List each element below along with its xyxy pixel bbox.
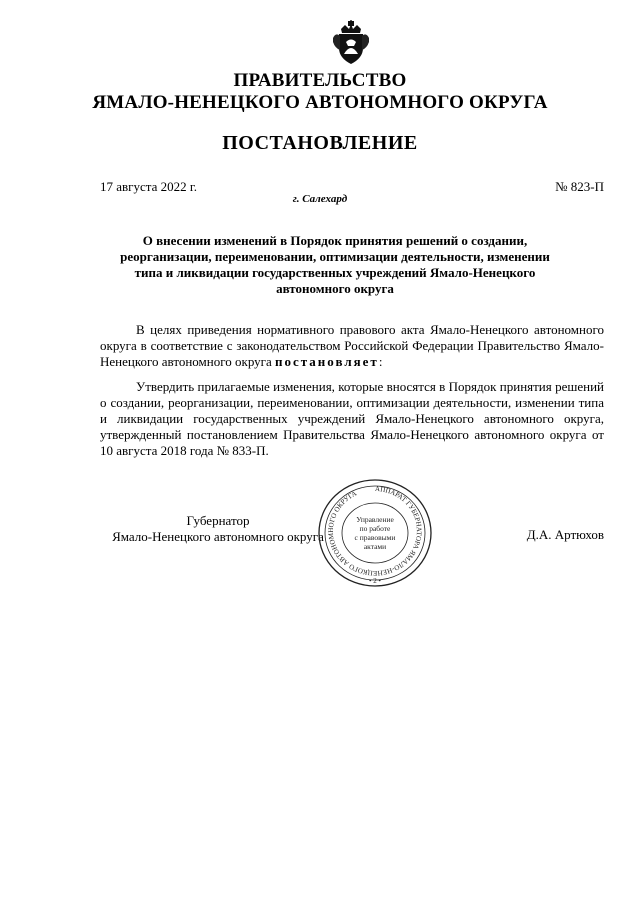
signatory-name: Д.А. Артюхов (526, 527, 604, 542)
stamp-ring-text: АППАРАТ ГУБЕРНАТОРА ЯМАЛО-НЕНЕЦКОГО АВТОНОМНОГО ОКРУГА (326, 484, 424, 578)
coat-of-arms-icon (332, 20, 370, 66)
paragraph-preamble (100, 322, 604, 370)
document-city: г. Салехард (292, 193, 348, 205)
stamp-line: с правовыми (354, 533, 396, 542)
subject-line: О внесении изменений в Порядок принятия решений о создании, (142, 233, 528, 248)
document-date: 17 августа 2022 г. (100, 179, 197, 194)
stamp-line: актами (363, 542, 387, 551)
document-type-title: ПОСТАНОВЛЕНИЕ (222, 132, 418, 154)
official-stamp (316, 477, 434, 589)
government-title-line1: ПРАВИТЕЛЬСТВО (233, 70, 407, 91)
subject-line: автономного округа (276, 281, 394, 296)
signatory-title-line1: Губернатор (186, 513, 250, 528)
subject-line: типа и ликвидации государственных учреждений Ямало-Ненецкого (134, 265, 536, 280)
signatory-title (100, 513, 336, 545)
signatory-title-line2: Ямало-Ненецкого автономного округа (112, 529, 324, 544)
document-subject (80, 233, 590, 297)
document-number: № 823-П (555, 179, 604, 194)
government-title-line2: ЯМАЛО-НЕНЕЦКОГО АВТОНОМНОГО ОКРУГА (92, 92, 548, 113)
stamp-line: Управление (356, 515, 394, 524)
preamble-text: В целях приведения нормативного правового акта Ямало-Ненецкого автономного округа в соответствие с законодательством Российской Федерации Правительство Ямало-Ненецкого автономного округа (100, 322, 604, 369)
resolves-word: постановляет (275, 354, 379, 369)
preamble-end: : (378, 354, 383, 369)
paragraph-resolution (100, 379, 604, 459)
resolution-text: Утвердить прилагаемые изменения, которые вносятся в Порядок принятия решений о создании, реорганизации, переименовании, оптимизации деятельности, изменении типа и ликвидации государственных учреждений Ямало-Ненецкого автономного округа, утвержденный постановлением Правительства Ямало-Ненецкого автономного округа от 10 августа 2018 года № 833-П. (100, 379, 604, 458)
subject-line: реорганизации, переименовании, оптимизации деятельности, изменении (120, 249, 550, 264)
stamp-number: • 2 • (369, 577, 381, 585)
stamp-line: по работе (359, 524, 391, 533)
